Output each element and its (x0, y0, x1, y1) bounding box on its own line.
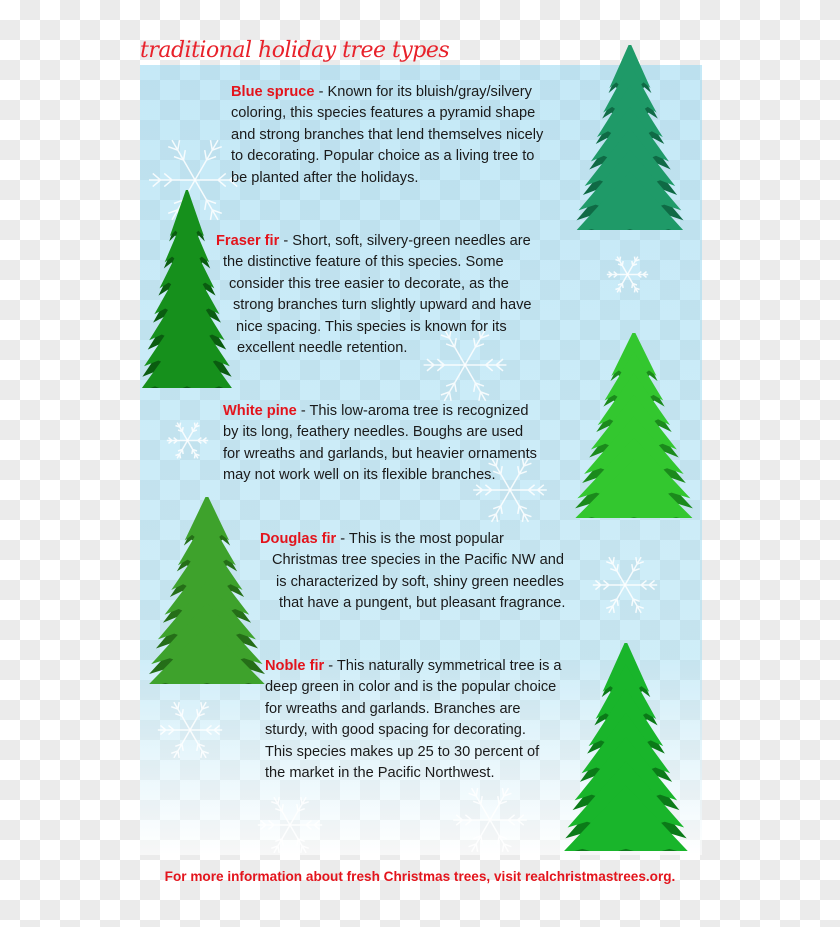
blue-spruce-description (231, 82, 543, 189)
snowflake-arm (465, 365, 489, 401)
snowflake-arm (175, 423, 187, 441)
line: - This low-aroma tree is recognized (296, 403, 529, 419)
douglas-fir-tree-image (142, 497, 272, 684)
line: sturdy, with good spacing for decorating. (265, 722, 526, 739)
snowflake-arm (188, 438, 209, 444)
line: is characterized by soft, shiny green needles (276, 573, 564, 590)
douglas-fir-description (260, 529, 565, 615)
snowflake-arm (188, 423, 200, 441)
white-pine-description (223, 401, 537, 487)
snowflake-arm (510, 490, 531, 522)
snowflake-arm (290, 797, 309, 825)
line: - Short, soft, silvery-green needles are (279, 233, 531, 249)
line: Christmas tree species in the Pacific NW and (272, 552, 564, 569)
snowflake-arm (628, 257, 640, 275)
snowflake-arm (190, 725, 222, 734)
line: strong branches turn slightly upward and have (233, 297, 532, 314)
snowflake-arm (628, 275, 640, 293)
snowflake-arm (195, 140, 222, 180)
snowflake-arm (606, 557, 625, 585)
snowflake-arm (607, 272, 628, 278)
line: that have a pungent, but pleasant fragrance. (279, 595, 566, 612)
snowflake-arm (490, 788, 511, 820)
footer-link-text[interactable]: For more information about fresh Christmas trees, visit realchristmastrees.org. (164, 869, 676, 884)
line: coloring, this species features a pyramid shape (231, 105, 536, 122)
blue-spruce-tree-image (570, 45, 690, 230)
snowflake-arm (593, 580, 625, 589)
line: the market in the Pacific Northwest. (265, 765, 495, 782)
fraser-fir-description (216, 231, 532, 359)
noble-fir-tree-image (558, 643, 694, 851)
snowflake-arm (290, 820, 322, 829)
white-pine-tree-image (568, 333, 700, 518)
snowflake-arm (175, 441, 187, 459)
snowflake-arm (167, 438, 188, 444)
line: the distinctive feature of this species. Some (223, 254, 504, 271)
snowflake-arm (171, 702, 190, 730)
snowflake-arm (615, 257, 627, 275)
tree-name: Blue spruce (231, 84, 315, 100)
snowflake-arm (625, 580, 657, 589)
snowflake-arm (465, 359, 506, 371)
line: - Known for its bluish/gray/silvery (314, 84, 532, 100)
snowflake-arm (469, 820, 490, 852)
line: be planted after the holidays. (231, 169, 419, 186)
line: - This naturally symmetrical tree is a (324, 658, 562, 674)
tree-name: White pine (223, 403, 297, 419)
page-title: traditional holiday tree types (140, 38, 450, 63)
line: excellent needle retention. (237, 340, 408, 357)
snowflake-icon (165, 418, 210, 463)
line: nice spacing. This species is known for its (236, 318, 507, 335)
snowflake-arm (615, 275, 627, 293)
snowflake-icon (605, 252, 650, 297)
line: consider this tree easier to decorate, as the (229, 275, 509, 292)
snowflake-icon (450, 780, 530, 860)
snowflake-arm (190, 730, 209, 758)
snowflake-icon (155, 695, 225, 765)
tree-name: Noble fir (265, 658, 325, 674)
tree-name: Douglas fir (260, 531, 337, 547)
line: and strong branches that lend themselves nicely (231, 126, 544, 143)
snowflake-arm (625, 585, 644, 613)
line: - This is the most popular (336, 531, 504, 547)
line: for wreaths and garlands, but heavier ornaments (223, 445, 537, 462)
snowflake-arm (168, 140, 195, 180)
snowflake-arm (258, 820, 290, 829)
snowflake-icon (255, 790, 325, 860)
line: to decorating. Popular choice as a living tree to (231, 148, 535, 165)
snowflake-arm (489, 490, 510, 522)
line: by its long, feathery needles. Boughs are used (223, 424, 524, 441)
snowflake-icon (590, 550, 660, 620)
snowflake-arm (149, 173, 195, 186)
snowflake-arm (453, 815, 490, 825)
snowflake-arm (424, 359, 465, 371)
snowflake-arm (290, 825, 309, 853)
snowflake-arm (490, 820, 511, 852)
snowflake-arm (158, 725, 190, 734)
snowflake-arm (490, 815, 527, 825)
line: This species makes up 25 to 30 percent of (265, 743, 540, 760)
snowflake-arm (271, 825, 290, 853)
snowflake-arm (271, 797, 290, 825)
snowflake-arm (628, 272, 649, 278)
snowflake-arm (190, 702, 209, 730)
snowflake-arm (171, 730, 190, 758)
snowflake-arm (441, 365, 465, 401)
line: may not work well on its flexible branches. (223, 467, 496, 484)
snowflake-arm (625, 557, 644, 585)
tree-name: Fraser fir (216, 233, 280, 249)
line: deep green in color and is the popular choice (265, 679, 557, 696)
line: for wreaths and garlands. Branches are (265, 700, 521, 717)
snowflake-arm (188, 441, 200, 459)
noble-fir-description (265, 656, 562, 784)
snowflake-arm (606, 585, 625, 613)
snowflake-arm (469, 788, 490, 820)
